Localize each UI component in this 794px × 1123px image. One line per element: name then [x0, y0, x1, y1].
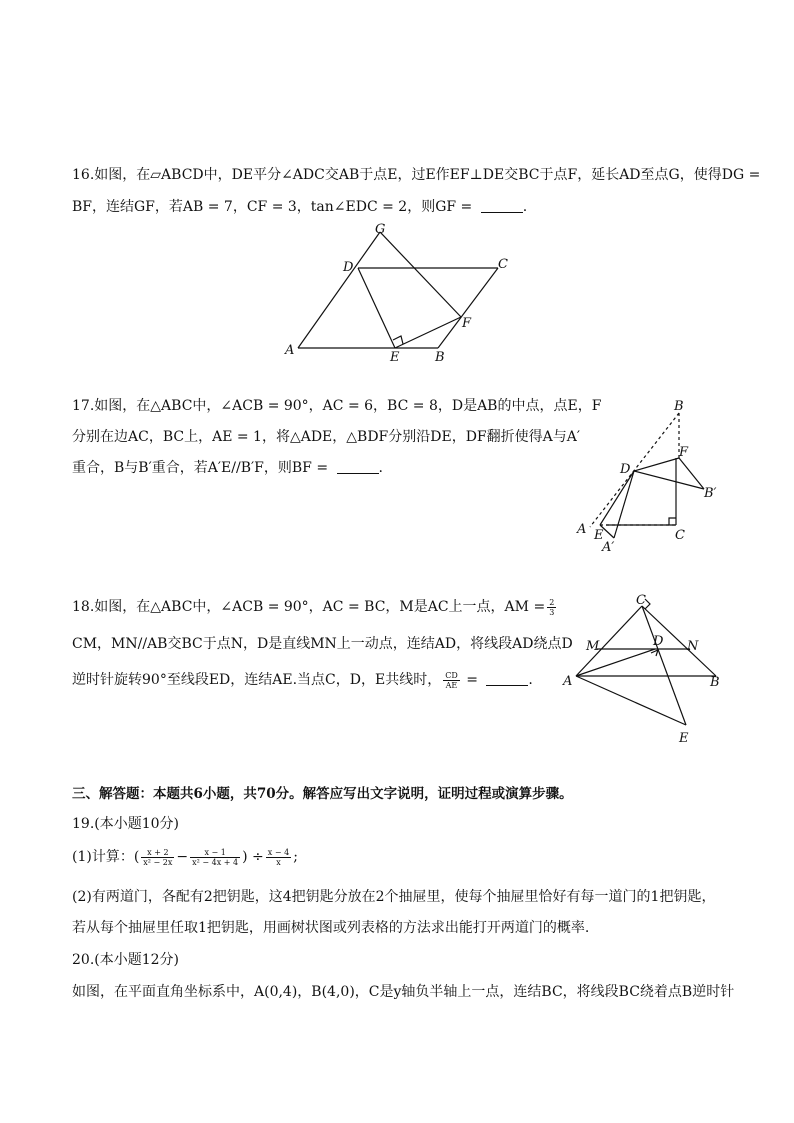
fig17-label-C: C	[675, 528, 685, 543]
fig18-CE	[642, 606, 686, 725]
fig17-right-angle	[669, 518, 676, 525]
fig17-label-E: E	[594, 528, 604, 543]
q18-end: .	[528, 672, 533, 688]
q20-line1: 如图，在平面直角坐标系中，A(0,4)，B(4,0)，C是y轴负半轴上一点，连结BC，将线段BC绕着点B逆时针	[72, 984, 735, 1000]
q17-line3-text: 重合，B与B′重合，若A′E//B′F，则BF =	[72, 460, 333, 476]
fig17-label-Aprime: A′	[602, 540, 615, 555]
q19-part2-line2: 若从每个抽屉里任取1把钥匙，用画树状图或列表格的方法求出能打开两道门的概率.	[72, 920, 590, 936]
q18-frac2-den: AE	[445, 680, 458, 690]
q19-part2-line1: (2)有两道门，各配有2把钥匙，这4把钥匙分放在2个抽屉里，使每个抽屉里恰好有每一道门的1把钥匙，	[72, 889, 716, 905]
q19-f2-num: x − 1	[190, 848, 240, 858]
fig17-BA-dashed	[590, 413, 679, 527]
q18-line1-text: 18.如图，在△ABC中，∠ACB = 90°，AC = BC，M是AC上一点，AM =	[72, 599, 546, 615]
q19-f2-den: x² − 4x + 4	[192, 857, 239, 867]
q18-line2: CM，MN//AB交BC于点N，D是直线MN上一动点，连结AD，将线段AD绕点D	[72, 636, 573, 652]
q19-f3-den: x	[276, 857, 281, 867]
fig18-label-C: C	[636, 593, 646, 608]
fig16-GF	[380, 232, 461, 317]
fig16-label-F: F	[462, 316, 472, 331]
fig16-label-E: E	[390, 350, 400, 365]
fig16-label-D: D	[343, 260, 354, 275]
fig18-AE	[576, 676, 686, 725]
q19-fraction-2	[190, 848, 240, 867]
q19-f3-num: x − 4	[267, 847, 290, 857]
q16-answer-blank	[481, 198, 523, 213]
section-3-heading: 三、解答题：本题共6小题，共70分。解答应写出文字说明，证明过程或演算步骤。	[72, 786, 573, 802]
q17-line2: 分别在边AC，BC上，AE = 1，将△ADE，△BDF分别沿DE，DF翻折使得A与A′	[72, 429, 581, 445]
fig18-label-B: B	[710, 675, 720, 690]
fig16-label-C: C	[498, 257, 508, 272]
figure-17	[570, 393, 730, 558]
q18-fraction-2-3	[547, 598, 556, 617]
q16-line2-text: BF，连结GF，若AB = 7，CF = 3，tan∠EDC = 2，则GF =	[72, 199, 477, 215]
figure-16	[280, 220, 520, 365]
fig18-label-N: N	[687, 639, 699, 654]
fig16-BC	[438, 268, 498, 348]
q18-equals: =	[461, 672, 483, 688]
q18-fraction-cd-ae	[443, 671, 460, 690]
q19-div: ) ÷	[242, 849, 264, 865]
q17-line3	[72, 458, 383, 478]
fig18-right-angle-D	[651, 650, 658, 656]
fig17-DE	[600, 471, 634, 525]
q16-line2	[72, 197, 527, 217]
fig17-label-Bprime: B′	[704, 486, 717, 501]
fig16-label-B: B	[435, 350, 445, 365]
fig17-label-D: D	[620, 462, 631, 477]
q19-p1-end: ;	[293, 849, 298, 865]
q19-f1-num: x + 2	[141, 848, 174, 858]
q17-answer-blank	[337, 459, 379, 474]
q18-line1	[72, 597, 558, 617]
fig16-DE	[358, 268, 395, 348]
q19-p1-prefix: (1)计算：(	[72, 849, 140, 865]
fig18-label-A: A	[563, 674, 573, 689]
fig17-DF	[634, 458, 679, 471]
q19-fraction-1	[141, 848, 174, 867]
q17-end: .	[378, 460, 383, 476]
q19-minus: −	[176, 849, 189, 865]
q18-line3-text: 逆时针旋转90°至线段ED，连结AE.当点C，D，E共线时，	[72, 672, 442, 688]
q19-fraction-3	[266, 848, 291, 867]
fig17-label-B: B	[674, 399, 684, 414]
q17-line1: 17.如图，在△ABC中，∠ACB = 90°，AC = 6，BC = 8，D是AB的中点，点E，F	[72, 398, 602, 414]
fig17-DAp	[614, 471, 634, 538]
q18-line3	[72, 670, 533, 690]
q18-answer-blank	[486, 671, 528, 686]
fig16-right-angle	[393, 336, 403, 344]
fig17-DBp	[634, 471, 704, 489]
fig16-label-G: G	[375, 222, 386, 237]
fig18-label-E: E	[679, 731, 689, 746]
q18-frac1-num: 2	[549, 597, 555, 607]
q19-title: 19.(本小题10分)	[72, 816, 180, 832]
fig17-label-F: F	[679, 445, 689, 460]
q19-part1	[72, 847, 298, 867]
fig16-EF	[395, 317, 461, 348]
fig17-FBp	[679, 458, 704, 489]
q16-line1: 16.如图，在▱ABCD中，DE平分∠ADC交AB于点E，过E作EF⊥DE交BC于点F，延长AD至点G，使得DG =	[72, 167, 761, 183]
fig18-label-D: D	[653, 634, 664, 649]
fig17-label-A: A	[577, 522, 587, 537]
q20-title: 20.(本小题12分)	[72, 952, 180, 968]
fig18-label-M: M	[586, 639, 600, 654]
q18-frac2-num: CD	[445, 670, 458, 680]
figure-18	[560, 592, 730, 752]
fig16-label-A: A	[285, 343, 295, 358]
q19-f1-den: x² − 2x	[143, 857, 173, 867]
q16-end: .	[522, 199, 528, 215]
q18-frac1-den: 3	[549, 607, 555, 617]
